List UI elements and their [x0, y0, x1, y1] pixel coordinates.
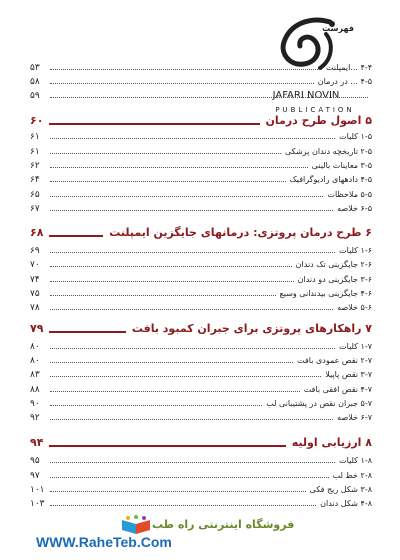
toc-row[interactable] [30, 398, 372, 410]
toc-row-page: ۷۵ [30, 289, 40, 299]
toc-leader-dots [50, 245, 335, 253]
toc-row[interactable] [30, 146, 372, 158]
toc-row-title: ۲-۸ خط لب [332, 471, 372, 480]
toc-row-title: ۳-۵ معاینات بالینی [311, 161, 372, 170]
toc-row[interactable] [30, 355, 372, 367]
toc-row-title: ۱-۷ کلیات [339, 342, 372, 351]
toc-row[interactable] [30, 245, 372, 257]
toc-row-title: ۴-۴ ...ایمپلنت [325, 63, 372, 72]
toc-row-title: ۴-۷ نقص افقی بافت [303, 385, 372, 394]
toc-row[interactable] [30, 259, 372, 271]
toc-row-title: ۴-۶ جایگزینی بیدندانی وسیع [279, 289, 372, 298]
toc-row-page: ۶۴ [30, 175, 40, 185]
toc-row[interactable] [30, 189, 372, 201]
toc-row-page: ۶۱ [30, 132, 40, 142]
toc-leader-dots [50, 146, 281, 154]
toc-row-title: ۱-۵ کلیات [339, 132, 372, 141]
toc-row[interactable] [30, 302, 372, 314]
toc-row[interactable] [30, 341, 372, 353]
toc-row-title: ۳-۷ نقص پاپیلا [325, 370, 372, 379]
page-header-label: فهرست [322, 24, 354, 33]
toc-row-title: ۴-۸ شکل دندان [320, 499, 372, 508]
chapter-rule [49, 235, 103, 237]
toc-chapter-heading[interactable] [30, 320, 372, 336]
toc-row-title: ۵-۶ خلاصه [337, 303, 372, 312]
toc-leader-dots [50, 62, 322, 70]
toc-row[interactable] [30, 90, 372, 102]
toc-leader-dots [50, 455, 335, 463]
toc-row[interactable] [30, 455, 372, 467]
toc-row[interactable] [30, 384, 372, 396]
toc-row-title: ۶-۷ خلاصه [337, 413, 372, 422]
toc-row-page: ۵۳ [30, 63, 40, 73]
toc-leader-dots [50, 412, 333, 420]
toc-row[interactable] [30, 288, 372, 300]
toc-row[interactable] [30, 274, 372, 286]
toc-row[interactable] [30, 498, 372, 510]
toc-leader-dots [50, 384, 300, 392]
chapter-title: ۷ راهکارهای پروتزی برای جبران کمبود بافت [131, 321, 372, 335]
publisher-name: JAFARI NOVIN [272, 90, 340, 101]
chapter-title: ۵ اصول طرح درمان [265, 113, 372, 127]
toc-row-page: ۸۰ [30, 356, 40, 366]
toc-row-page: ۵۸ [30, 77, 40, 87]
toc-row-page: ۶۹ [30, 246, 40, 256]
toc-row-title: ۳-۶ جایگزینی دو دندان [297, 275, 372, 284]
chapter-page: ۹۴ [30, 435, 44, 449]
toc-chapter-heading[interactable] [30, 434, 372, 450]
toc-leader-dots [50, 189, 323, 197]
toc-leader-dots [50, 90, 368, 98]
chapter-page: ۶۸ [30, 225, 44, 239]
toc-leader-dots [50, 259, 292, 267]
toc-leader-dots [50, 160, 308, 168]
chapter-title: ۸ ارزیابی اولیه [291, 435, 372, 449]
toc-row[interactable] [30, 62, 372, 74]
toc-row[interactable] [30, 412, 372, 424]
toc-row[interactable] [30, 131, 372, 143]
toc-leader-dots [50, 288, 276, 296]
toc-leader-dots [50, 355, 293, 363]
toc-row-page: ۹۲ [30, 413, 40, 423]
toc-row[interactable] [30, 203, 372, 215]
toc-chapter-heading[interactable] [30, 112, 372, 128]
toc-row[interactable] [30, 76, 372, 88]
watermark-store-name: فروشگاه اینترنتی راه طب [152, 518, 295, 531]
chapter-page: ۶۰ [30, 113, 44, 127]
toc-row-title: ۵-۵ ملاحظات [327, 190, 372, 199]
toc-chapter-heading[interactable] [30, 224, 372, 240]
toc-leader-dots [50, 484, 306, 492]
toc-row-page: ۵۹ [30, 91, 40, 101]
toc-row-title: ۱-۶ کلیات [339, 246, 372, 255]
toc-leader-dots [50, 398, 262, 406]
toc-row-page: ۹۰ [30, 399, 40, 409]
toc-row-page: ۱۰۳ [30, 499, 45, 509]
toc-row-page: ۶۷ [30, 204, 40, 214]
toc-row-page: ۷۴ [30, 275, 40, 285]
toc-row[interactable] [30, 369, 372, 381]
toc-row-page: ۶۱ [30, 147, 40, 157]
chapter-page: ۷۹ [30, 321, 44, 335]
toc-row-page: ۹۷ [30, 471, 40, 481]
chapter-title: ۶ طرح درمان پروتزی: درمانهای جایگزین ایمپلنت [109, 225, 372, 239]
toc-row-page: ۶۵ [30, 190, 40, 200]
watermark-url[interactable]: WWW.RaheTeb.Com [36, 534, 172, 550]
toc-row-title: ۴-۵ دادههای رادیوگرافیک [289, 175, 372, 184]
toc-leader-dots [50, 274, 294, 282]
toc-row[interactable] [30, 160, 372, 172]
toc-row-page: ۸۰ [30, 342, 40, 352]
toc-leader-dots [50, 174, 286, 182]
toc-row-title: ۲-۷ نقص عمودی بافت [297, 356, 372, 365]
toc-leader-dots [50, 470, 329, 478]
toc-leader-dots [50, 341, 335, 349]
toc-leader-dots [50, 302, 333, 310]
toc-row-title: ۴-۵ ... در درمان [317, 77, 372, 86]
chapter-rule [49, 445, 285, 447]
toc-row-title: ۵-۷ جبران نقص در پشتیبانی لب [266, 399, 372, 408]
toc-row-title: ۱-۸ کلیات [339, 456, 372, 465]
toc-leader-dots [50, 76, 314, 84]
toc-row-page: ۷۰ [30, 260, 40, 270]
publisher-sub: PUBLICATION [275, 106, 355, 114]
toc-row-page: ۹۵ [30, 456, 40, 466]
toc-row-title: ۳-۸ شکل ریج فکی [309, 485, 372, 494]
toc-row[interactable] [30, 174, 372, 186]
toc-row-page: ۶۲ [30, 161, 40, 171]
toc-row-title: ۶-۵ خلاصه [337, 204, 372, 213]
toc-row-title: ۲-۶ جایگزینی تک دندان [295, 260, 372, 269]
chapter-rule [49, 331, 125, 333]
toc-row-title: ۲-۵ تاریخچه دندان پزشکی [285, 147, 372, 156]
toc-leader-dots [50, 131, 335, 139]
toc-row[interactable] [30, 484, 372, 496]
toc-row-page: ۷۸ [30, 303, 40, 313]
toc-row-page: ۸۸ [30, 385, 40, 395]
toc-leader-dots [50, 369, 321, 377]
toc-row[interactable] [30, 470, 372, 482]
chapter-rule [49, 123, 259, 125]
toc-row-page: ۸۳ [30, 370, 40, 380]
toc-leader-dots [50, 498, 316, 506]
toc-row-page: ۱۰۱ [30, 485, 45, 495]
toc-leader-dots [50, 203, 333, 211]
